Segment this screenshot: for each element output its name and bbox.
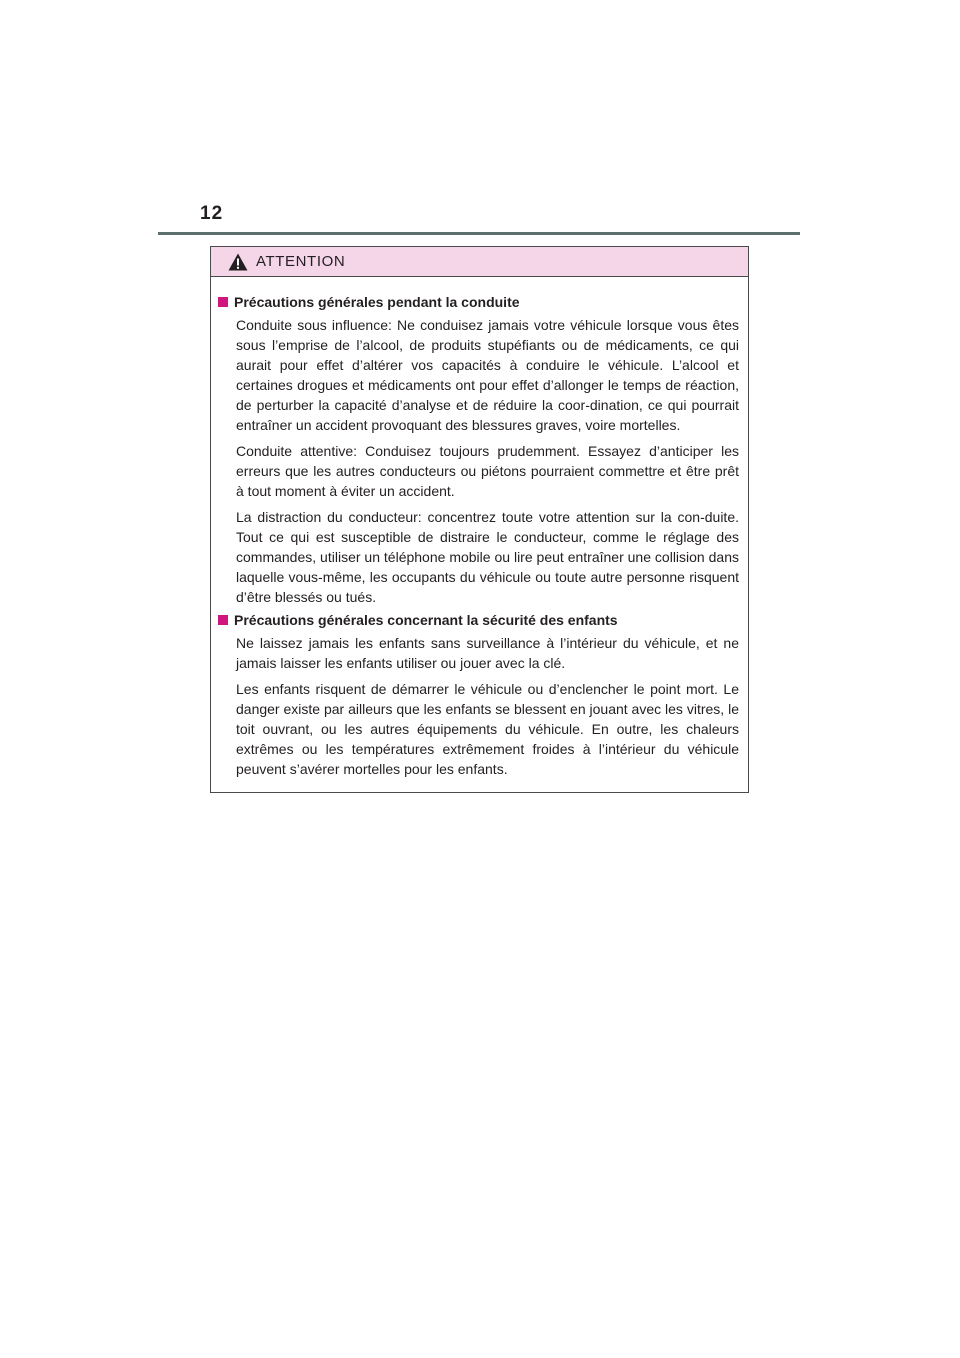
square-bullet-icon: [218, 297, 228, 307]
square-bullet-icon: [218, 615, 228, 625]
section-heading-text: Précautions générales pendant la conduite: [234, 294, 520, 310]
paragraph-distraction: La distraction du conducteur: concentrez toute votre attention sur la con-duite. Tout ce qui est susceptible de distraire le conducteur, comme le réglage des commandes, utiliser un téléphone mobile ou lire peut entraîner une collision dans laquelle vous-même, les occupants du véhicule ou toute autre personne risquent d’être blessés ou tués.: [236, 509, 739, 605]
section-heading-enfants: [218, 610, 739, 630]
header-rule: [158, 232, 800, 235]
warning-box: [210, 246, 749, 793]
section-heading-text: Précautions générales concernant la sécurité des enfants: [234, 612, 618, 628]
paragraph-danger-enfants: Les enfants risquent de démarrer le véhicule ou d’enclencher le point mort. Le danger existe par ailleurs que les enfants se blessent en jouant avec les vitres, le toit ouvrant, ou les autres équipements du véhicule. En outre, les chaleurs extrêmes ou les températures extrêmement froides à l’intérieur du véhicule peuvent s’avérer mortelles pour les enfants.: [236, 681, 739, 777]
warning-header: [211, 247, 748, 277]
warning-triangle-icon: [228, 253, 248, 271]
paragraph-conduite-attentive: Conduite attentive: Conduisez toujours prudemment. Essayez d’anticiper les erreurs que les autres conducteurs ou piétons pourraient commettre et être prêt à tout moment à éviter un accident.: [236, 443, 739, 499]
page-number: 12: [200, 203, 224, 224]
warning-body: [211, 277, 748, 779]
paragraph-surveillance: Ne laissez jamais les enfants sans surveillance à l’intérieur du véhicule, et ne jamais laisser les enfants utiliser ou jouer avec la clé.: [236, 635, 739, 671]
warning-title: ATTENTION: [256, 253, 346, 270]
section-heading-conduite: [218, 292, 739, 312]
paragraph-conduite-influence: Conduite sous influence: Ne conduisez jamais votre véhicule lorsque vous êtes sous l’emprise de l’alcool, de produits stupéfiants ou de médicaments, ce qui aurait pour effet d’altérer vos capacités à conduire le véhicule. L’alcool et certaines drogues et médicaments ont pour effet d’allonger le temps de réaction, de perturber la capacité d’analyse et de réduire la coor-dination, ce qui pourrait entraîner un accident provoquant des blessures graves, voire mortelles.: [236, 317, 739, 433]
